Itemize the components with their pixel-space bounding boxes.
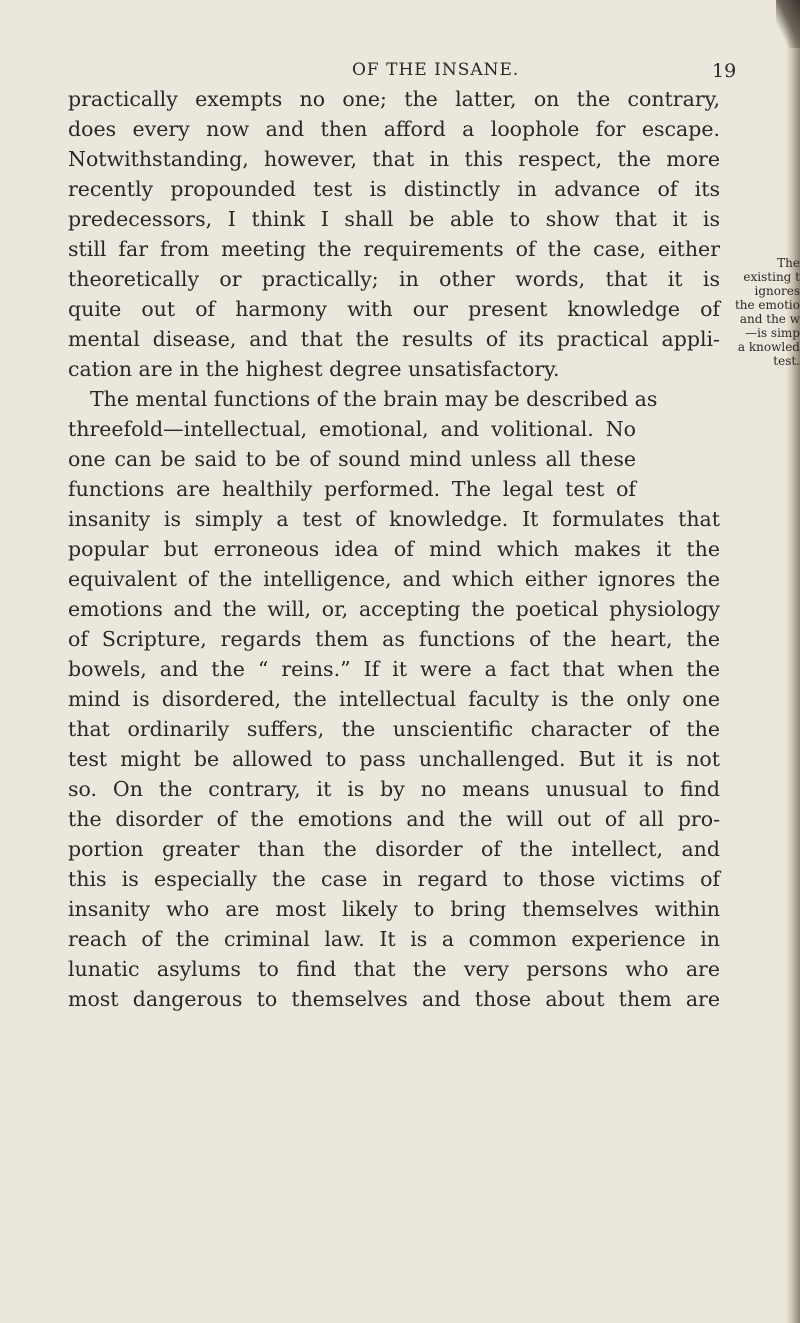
text-line: cation are in the highest degree unsatisfactory. [68,357,560,381]
text-line: portion greater than the disorder of the intellect, and [68,837,720,861]
margin-note-line: existing t [743,270,800,284]
page-corner-shadow [776,0,800,48]
text-line: insanity who are most likely to bring themselves within [68,897,720,921]
text-line: mental disease, and that the results of its practical appli- [68,327,720,351]
text-line: quite out of harmony with our present knowledge of [68,297,720,321]
running-head: OF THE INSANE. [352,60,520,80]
text-line: one can be said to be of sound mind unless all these [68,447,636,471]
text-line: popular but erroneous idea of mind which makes it the [68,537,720,561]
page-number: 19 [712,60,737,82]
text-line: recently propounded test is distinctly in advance of its [68,177,720,201]
text-line: that ordinarily suffers, the unscientific character of the [68,717,720,741]
page-edge [786,0,800,1323]
text-line: bowels, and the “ reins.” If it were a fact that when the [68,657,720,681]
text-line: the disorder of the emotions and the will out of all pro- [68,807,720,831]
margin-note-line: and the w [739,312,800,326]
margin-note-line: —is simp [745,326,800,340]
text-line: emotions and the will, or, accepting the poetical physiology [68,597,720,621]
text-line: does every now and then afford a loophole for escape. [68,117,720,141]
text-line: insanity is simply a test of knowledge. It formulates that [68,507,720,531]
text-line: practically exempts no one; the latter, on the contrary, [68,87,720,111]
text-line: so. On the contrary, it is by no means unusual to find [68,777,720,801]
text-line: theoretically or practically; in other words, that it is [68,267,720,291]
text-line: functions are healthily performed. The legal test of [68,477,636,501]
margin-note-line: test. [773,354,800,368]
margin-note-line: the emotio [734,298,800,312]
text-line: reach of the criminal law. It is a common experience in [68,927,720,951]
text-line: still far from meeting the requirements of the case, either [68,237,720,261]
text-line: mind is disordered, the intellectual faculty is the only one [68,687,720,711]
margin-note-line: a knowled [737,340,800,354]
margin-note-line: ignores [754,284,800,298]
text-line: The mental functions of the brain may be described as [90,387,658,411]
margin-note [716,256,800,368]
text-line: equivalent of the intelligence, and which either ignores the [68,567,720,591]
text-line: lunatic asylums to find that the very persons who are [68,957,720,981]
text-line: test might be allowed to pass unchallenged. But it is not [68,747,720,771]
text-line: this is especially the case in regard to those victims of [68,867,720,891]
text-line: Notwithstanding, however, that in this respect, the more [68,147,720,171]
margin-note-line: The [777,256,800,270]
text-line: threefold—intellectual, emotional, and volitional. No [68,417,636,441]
text-line: most dangerous to themselves and those about them are [68,987,720,1011]
text-line: of Scripture, regards them as functions of the heart, the [68,627,720,651]
text-line: predecessors, I think I shall be able to show that it is [68,207,720,231]
